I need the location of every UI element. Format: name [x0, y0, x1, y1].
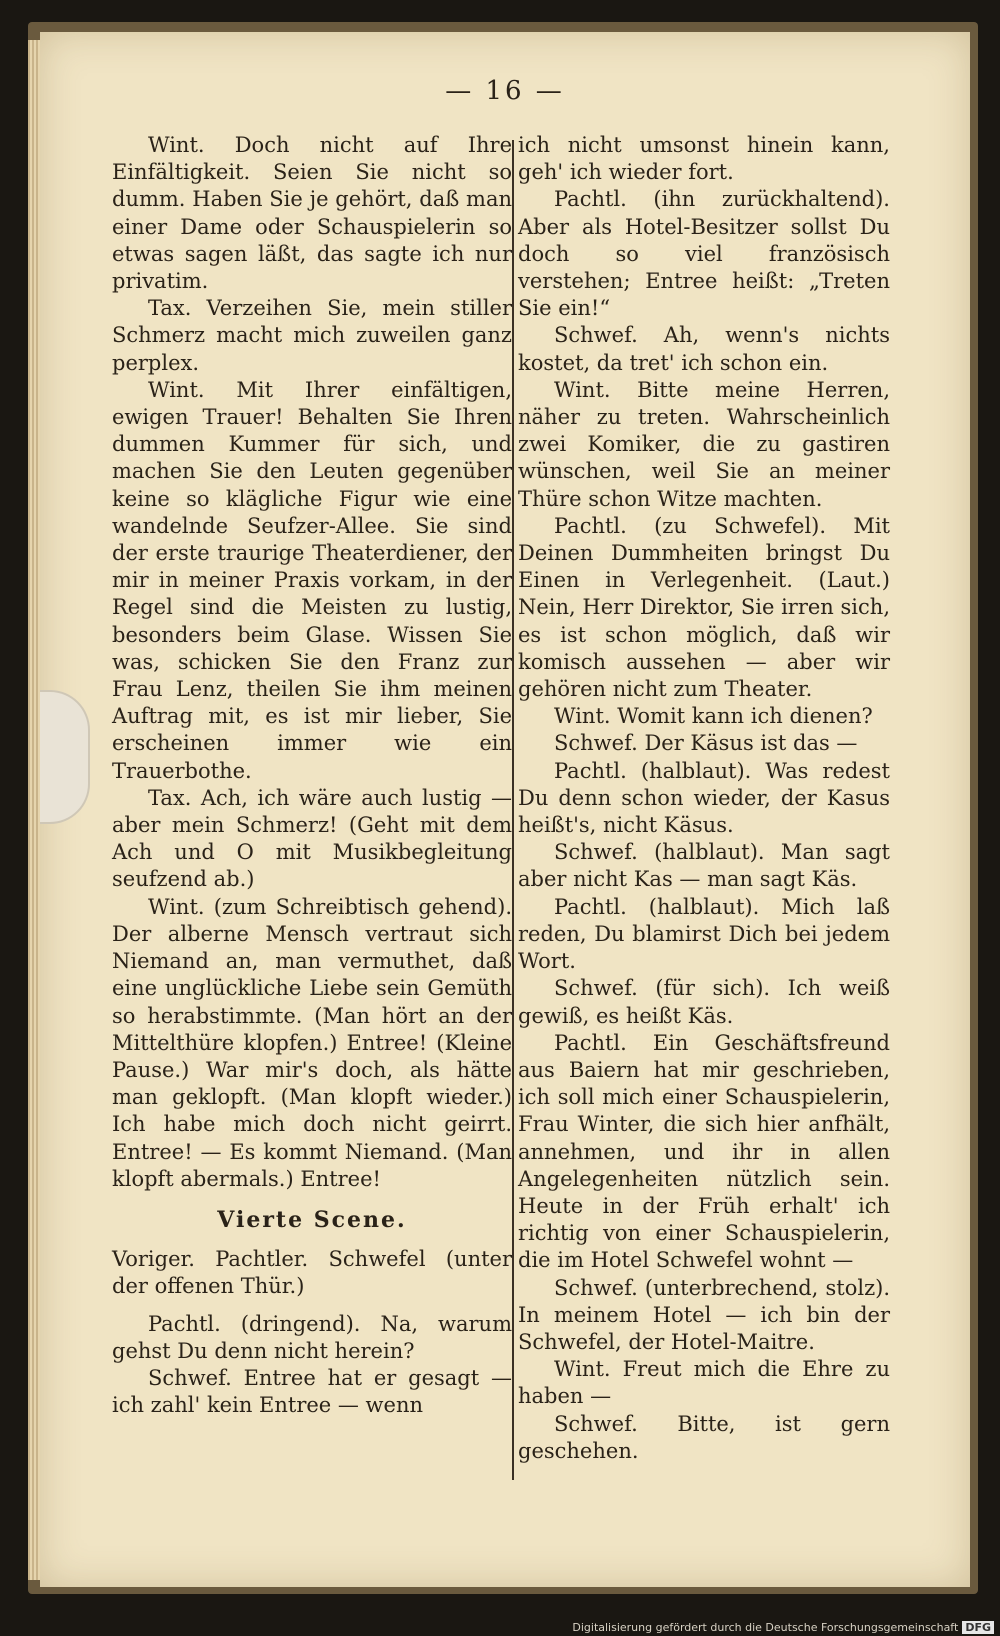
- paragraph: Schwef. (halblaut). Man sagt aber nicht Kas — man sagt Käs.: [518, 840, 890, 892]
- dfg-logo: DFG: [962, 1621, 994, 1634]
- paragraph: Pachtl. (ihn zurückhaltend). Aber als Hotel-Besitzer sollst Du doch so viel französisch verstehen; Entree heißt: „Treten Sie ein!“: [518, 187, 890, 321]
- paragraph: Pachtl. Ein Geschäftsfreund aus Baiern hat mir geschrieben, ich soll mich einer Schauspielerin, Frau Winter, die sich hier anfhält, annehmen, und ihr in allen Angelegenheiten nützlich sein. Heute in der Früh erhalt' ich richtig von einer Schauspielerin, die im Hotel Schwefel wohnt —: [518, 1030, 890, 1273]
- paragraph: Wint. Bitte meine Herren, näher zu treten. Wahrscheinlich zwei Komiker, die zu gastiren wünschen, weil Sie an meiner Thüre schon Witze machten.: [518, 377, 890, 511]
- page-tab: [40, 690, 90, 824]
- paragraph: Pachtl. (halblaut). Mich laß reden, Du blamirst Dich bei jedem Wort.: [518, 894, 890, 974]
- paragraph: Schwef. Entree hat er gesagt — ich zahl' kein Entree — wenn: [112, 1365, 512, 1418]
- paragraph: Tax. Verzeihen Sie, mein stiller Schmerz macht mich zuweilen ganz perplex.: [112, 296, 512, 375]
- paragraph: Wint. Freut mich die Ehre zu haben —: [518, 1357, 890, 1409]
- column-divider: [512, 140, 514, 1480]
- paragraph: ich nicht umsonst hinein kann, geh' ich wieder fort.: [518, 133, 890, 185]
- paragraph: Pachtl. (zu Schwefel). Mit Deinen Dummheiten bringst Du Einen in Verlegenheit. (Laut.) Nein, Herr Direktor, Sie irren sich, es ist schon möglich, daß wir komisch aussehen — aber wir gehören nicht zum Theater.: [518, 513, 890, 702]
- page-number: — 16 —: [445, 76, 565, 106]
- paragraph: Wint. Mit Ihrer einfältigen, ewigen Trauer! Behalten Sie Ihren dummen Kummer für sich, und machen Sie den Leuten gegenüber keine so klägliche Figur wie eine wandelnde Seufzer-Allee. Sie sind der erste traurige Theaterdiener, der mir in meiner Praxis vorkam, in der Regel sind die Meisten zu lustig, besonders beim Glase. Wissen Sie was, schicken Sie den Franz zur Frau Lenz, theilen Sie ihm meinen Auftrag mit, es ist mir lieber, Sie erscheinen immer wie ein Trauerbothe.: [112, 377, 512, 783]
- paragraph: Wint. (zum Schreibtisch gehend). Der alberne Mensch vertraut sich Niemand an, man vermuthet, daß eine unglückliche Liebe sein Gemüth so herabstimmte. (Man hört an der Mittelthüre klopfen.) Entree! (Kleine Pause.) War mir's doch, als hätte man geklopft. (Man klopft wieder.) Ich habe mich doch nicht geirrt. Entree! — Es kommt Niemand. (Man klopft abermals.) Entree!: [112, 894, 512, 1191]
- left-column: [112, 132, 512, 1419]
- paragraph: Schwef. Der Käsus ist das —: [554, 731, 858, 756]
- paragraph: Schwef. (für sich). Ich weiß gewiß, es heißt Käs.: [518, 976, 890, 1028]
- digitization-credit: [572, 1621, 994, 1634]
- paragraph: Schwef. Bitte, ist gern geschehen.: [518, 1411, 890, 1463]
- credit-text: Digitalisierung gefördert durch die Deutsche Forschungsgemeinschaft: [572, 1621, 959, 1634]
- paragraph: Pachtl. (dringend). Na, warum gehst Du denn nicht herein?: [112, 1311, 512, 1363]
- paragraph: Schwef. Ah, wenn's nichts kostet, da tret' ich schon ein.: [518, 323, 890, 375]
- paragraph: Voriger. Pachtler. Schwefel (unter der offenen Thür.): [112, 1247, 512, 1299]
- scene-heading: Vierte Scene.: [217, 1206, 407, 1233]
- paragraph: Wint. Doch nicht auf Ihre Einfältigkeit. Seien Sie nicht so dumm. Haben Sie je gehört, daß man einer Dame oder Schauspielerin so etwas sagen läßt, das sagte ich nur privatim.: [112, 133, 512, 294]
- paragraph: Tax. Ach, ich wäre auch lustig — aber mein Schmerz! (Geht mit dem Ach und O mit Musikbegleitung seufzend ab.): [112, 785, 512, 892]
- paragraph: Wint. Womit kann ich dienen?: [554, 704, 873, 729]
- book-page: [40, 32, 970, 1587]
- paragraph: Schwef. (unterbrechend, stolz). In meinem Hotel — ich bin der Schwefel, der Hotel-Maitre.: [518, 1275, 890, 1354]
- paragraph: Pachtl. (halblaut). Was redest Du denn schon wieder, der Kasus heißt's, nicht Käsus.: [518, 758, 890, 838]
- right-column: [518, 132, 890, 1465]
